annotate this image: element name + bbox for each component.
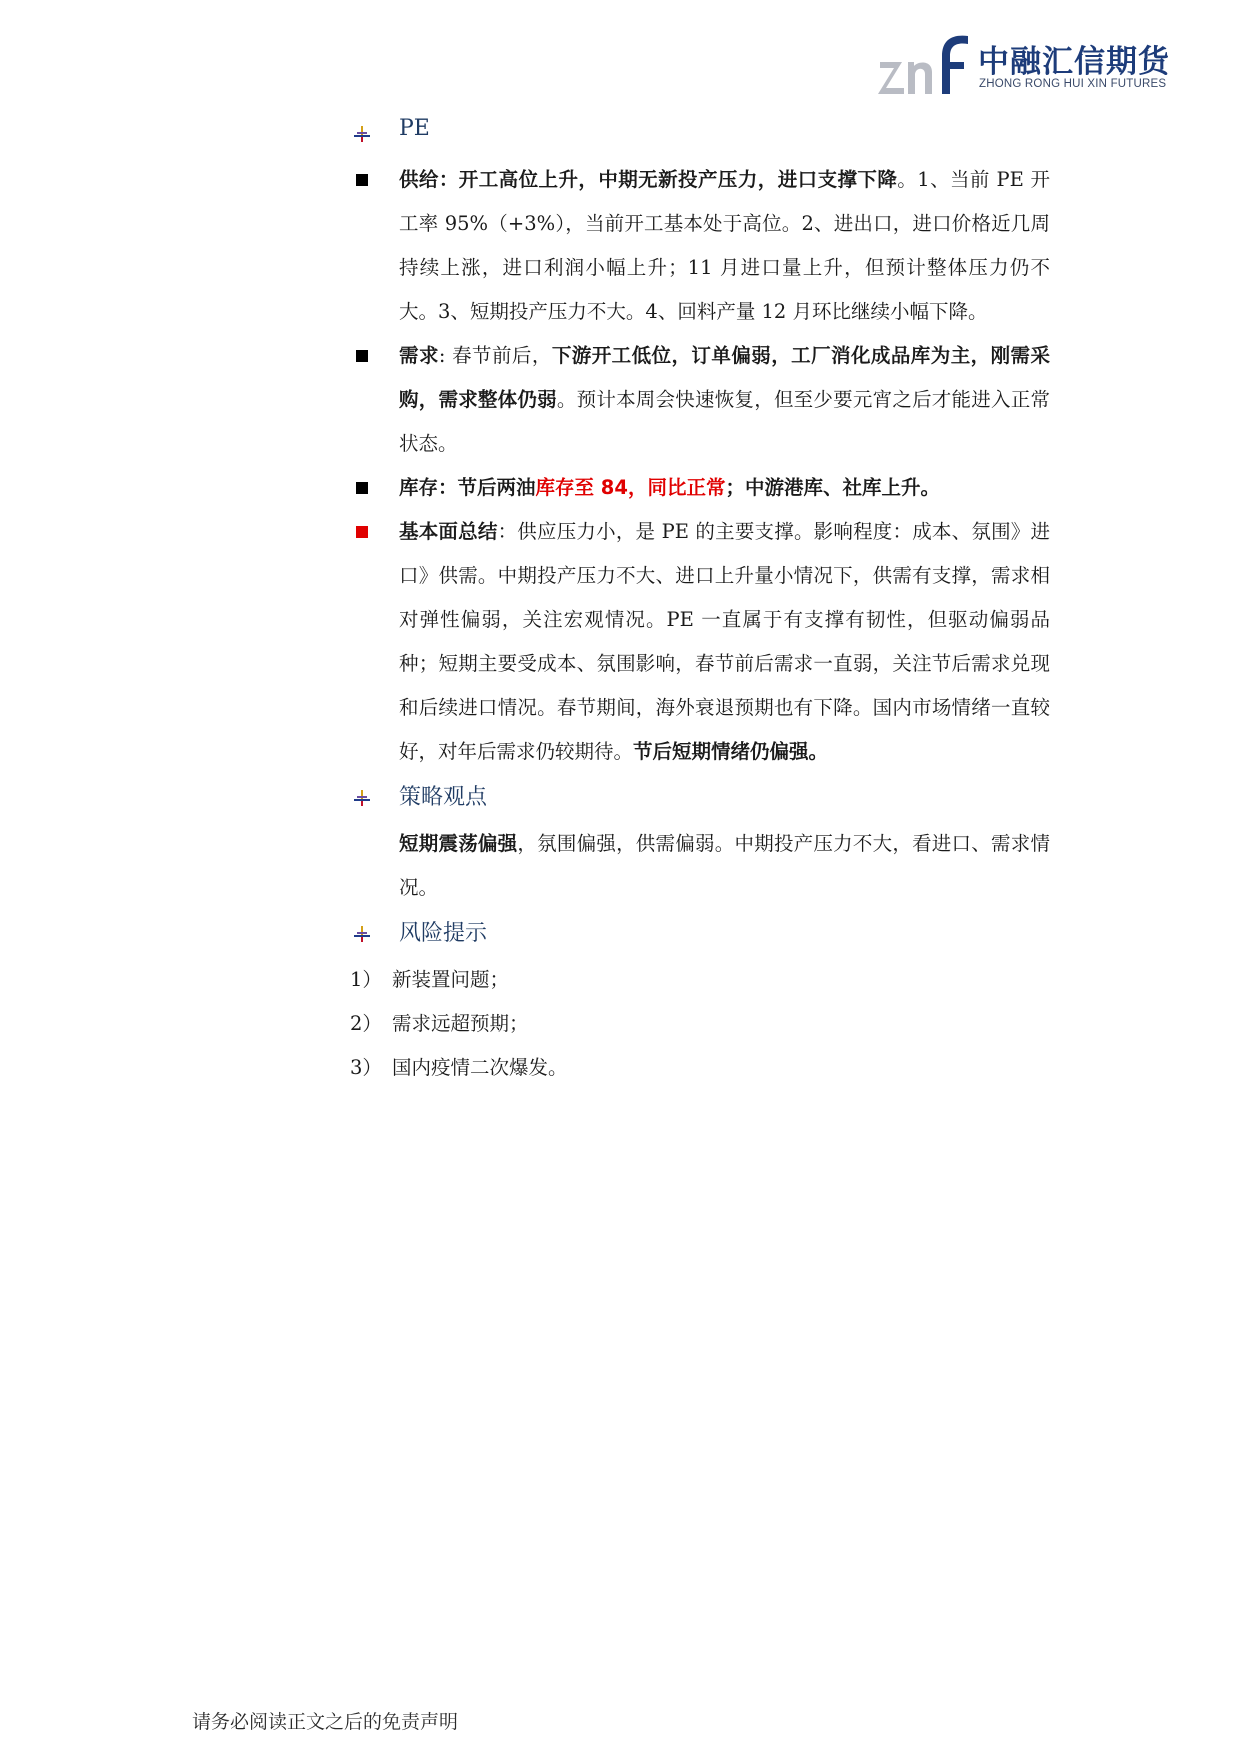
inventory-highlight: 库存至 84，同比正常 bbox=[535, 476, 726, 499]
list-text: 新装置问题； bbox=[392, 968, 510, 991]
demand-text-1: : 春节前后， bbox=[438, 344, 552, 367]
inventory-label: 库存：节后两油 bbox=[399, 476, 536, 499]
risk-list bbox=[350, 958, 1050, 1090]
demand-label: 需求 bbox=[399, 344, 439, 367]
company-logo bbox=[878, 28, 1178, 100]
section-title-strategy: 策略观点 bbox=[399, 785, 488, 810]
bullet-supply bbox=[350, 158, 1050, 334]
summary-conclusion: 节后短期情绪仍偏强。 bbox=[633, 740, 829, 763]
logo-english-name: ZHONG RONG HUI XIN FUTURES bbox=[979, 78, 1167, 90]
list-index: 2） bbox=[350, 1012, 382, 1035]
demand-text-2: 。预计本周会快速恢复，但至少要元宵之后才能进入正常状态。 bbox=[399, 388, 1050, 455]
strategy-text: ，氛围偏强，供需偏弱。中期投产压力不大，看进口、需求情况。 bbox=[399, 832, 1050, 899]
list-item bbox=[350, 958, 1050, 1002]
pushpin-icon bbox=[354, 126, 370, 142]
red-square-bullet-icon bbox=[356, 526, 368, 538]
logo-chinese-name: 中融汇信期货 bbox=[978, 44, 1170, 80]
section-title-risk: 风险提示 bbox=[399, 921, 488, 946]
list-text: 需求远超预期； bbox=[392, 1012, 529, 1035]
list-index: 3） bbox=[350, 1056, 382, 1079]
strategy-bold: 短期震荡偏强 bbox=[399, 832, 518, 855]
square-bullet-icon bbox=[356, 174, 368, 186]
bullet-demand bbox=[350, 334, 1050, 466]
inventory-rest: ；中游港库、社库上升。 bbox=[725, 476, 940, 499]
square-bullet-icon bbox=[356, 350, 368, 362]
pushpin-icon bbox=[354, 926, 370, 942]
list-text: 国内疫情二次爆发。 bbox=[392, 1056, 568, 1079]
pushpin-icon bbox=[354, 790, 370, 806]
strategy-paragraph bbox=[399, 822, 1050, 910]
supply-label: 供给：开工高位上升，中期无新投产压力，进口支撑下降 bbox=[399, 168, 898, 191]
znf-logo-icon bbox=[878, 28, 974, 100]
summary-label: 基本面总结 bbox=[399, 520, 498, 543]
demand-bold-text: 下游开工低位，订单偏弱，工厂消化成品库为主，刚需采购，需求整体仍弱 bbox=[399, 344, 1050, 411]
list-index: 1） bbox=[350, 968, 382, 991]
supply-paragraph bbox=[399, 158, 1050, 334]
disclaimer-footer: 请务必阅读正文之后的免责声明 bbox=[192, 1711, 459, 1733]
list-item bbox=[350, 1046, 1050, 1090]
square-bullet-icon bbox=[356, 482, 368, 494]
bullet-inventory bbox=[350, 466, 1050, 510]
bullet-summary bbox=[350, 510, 1050, 774]
demand-paragraph bbox=[399, 334, 1050, 466]
summary-paragraph bbox=[399, 510, 1050, 774]
section-heading-risk bbox=[350, 910, 1050, 958]
summary-text: ：供应压力小，是 PE 的主要支撑。影响程度：成本、氛围》进口》供需。中期投产压力不大、进口上升量小情况下，供需有支撑，需求相对弹性偏弱，关注宏观情况。PE 一直属于有支撑有韧性，但驱动偏弱品种；短期主要受成本、氛围影响，春节前后需求一直弱，关注节后需求兑现和后续进口情况。春节期间，海外衰退预期也有下降。国内市场情绪一直较好，对年后需求仍较期待。 bbox=[399, 520, 1050, 763]
list-item bbox=[350, 1002, 1050, 1046]
strategy-block bbox=[350, 822, 1050, 910]
supply-text: 。1、当前 PE 开工率 95%（+3%），当前开工基本处于高位。2、进出口，进口价格近几周持续上涨，进口利润小幅上升；11 月进口量上升，但预计整体压力仍不大。3、短期投产压力不大。4、回料产量 12 月环比继续小幅下降。 bbox=[399, 168, 1050, 323]
section-title-pe: PE bbox=[399, 116, 430, 141]
section-heading-strategy bbox=[350, 774, 1050, 822]
report-body bbox=[350, 110, 1050, 1090]
section-heading-pe bbox=[350, 110, 1050, 158]
inventory-paragraph bbox=[399, 466, 1050, 510]
